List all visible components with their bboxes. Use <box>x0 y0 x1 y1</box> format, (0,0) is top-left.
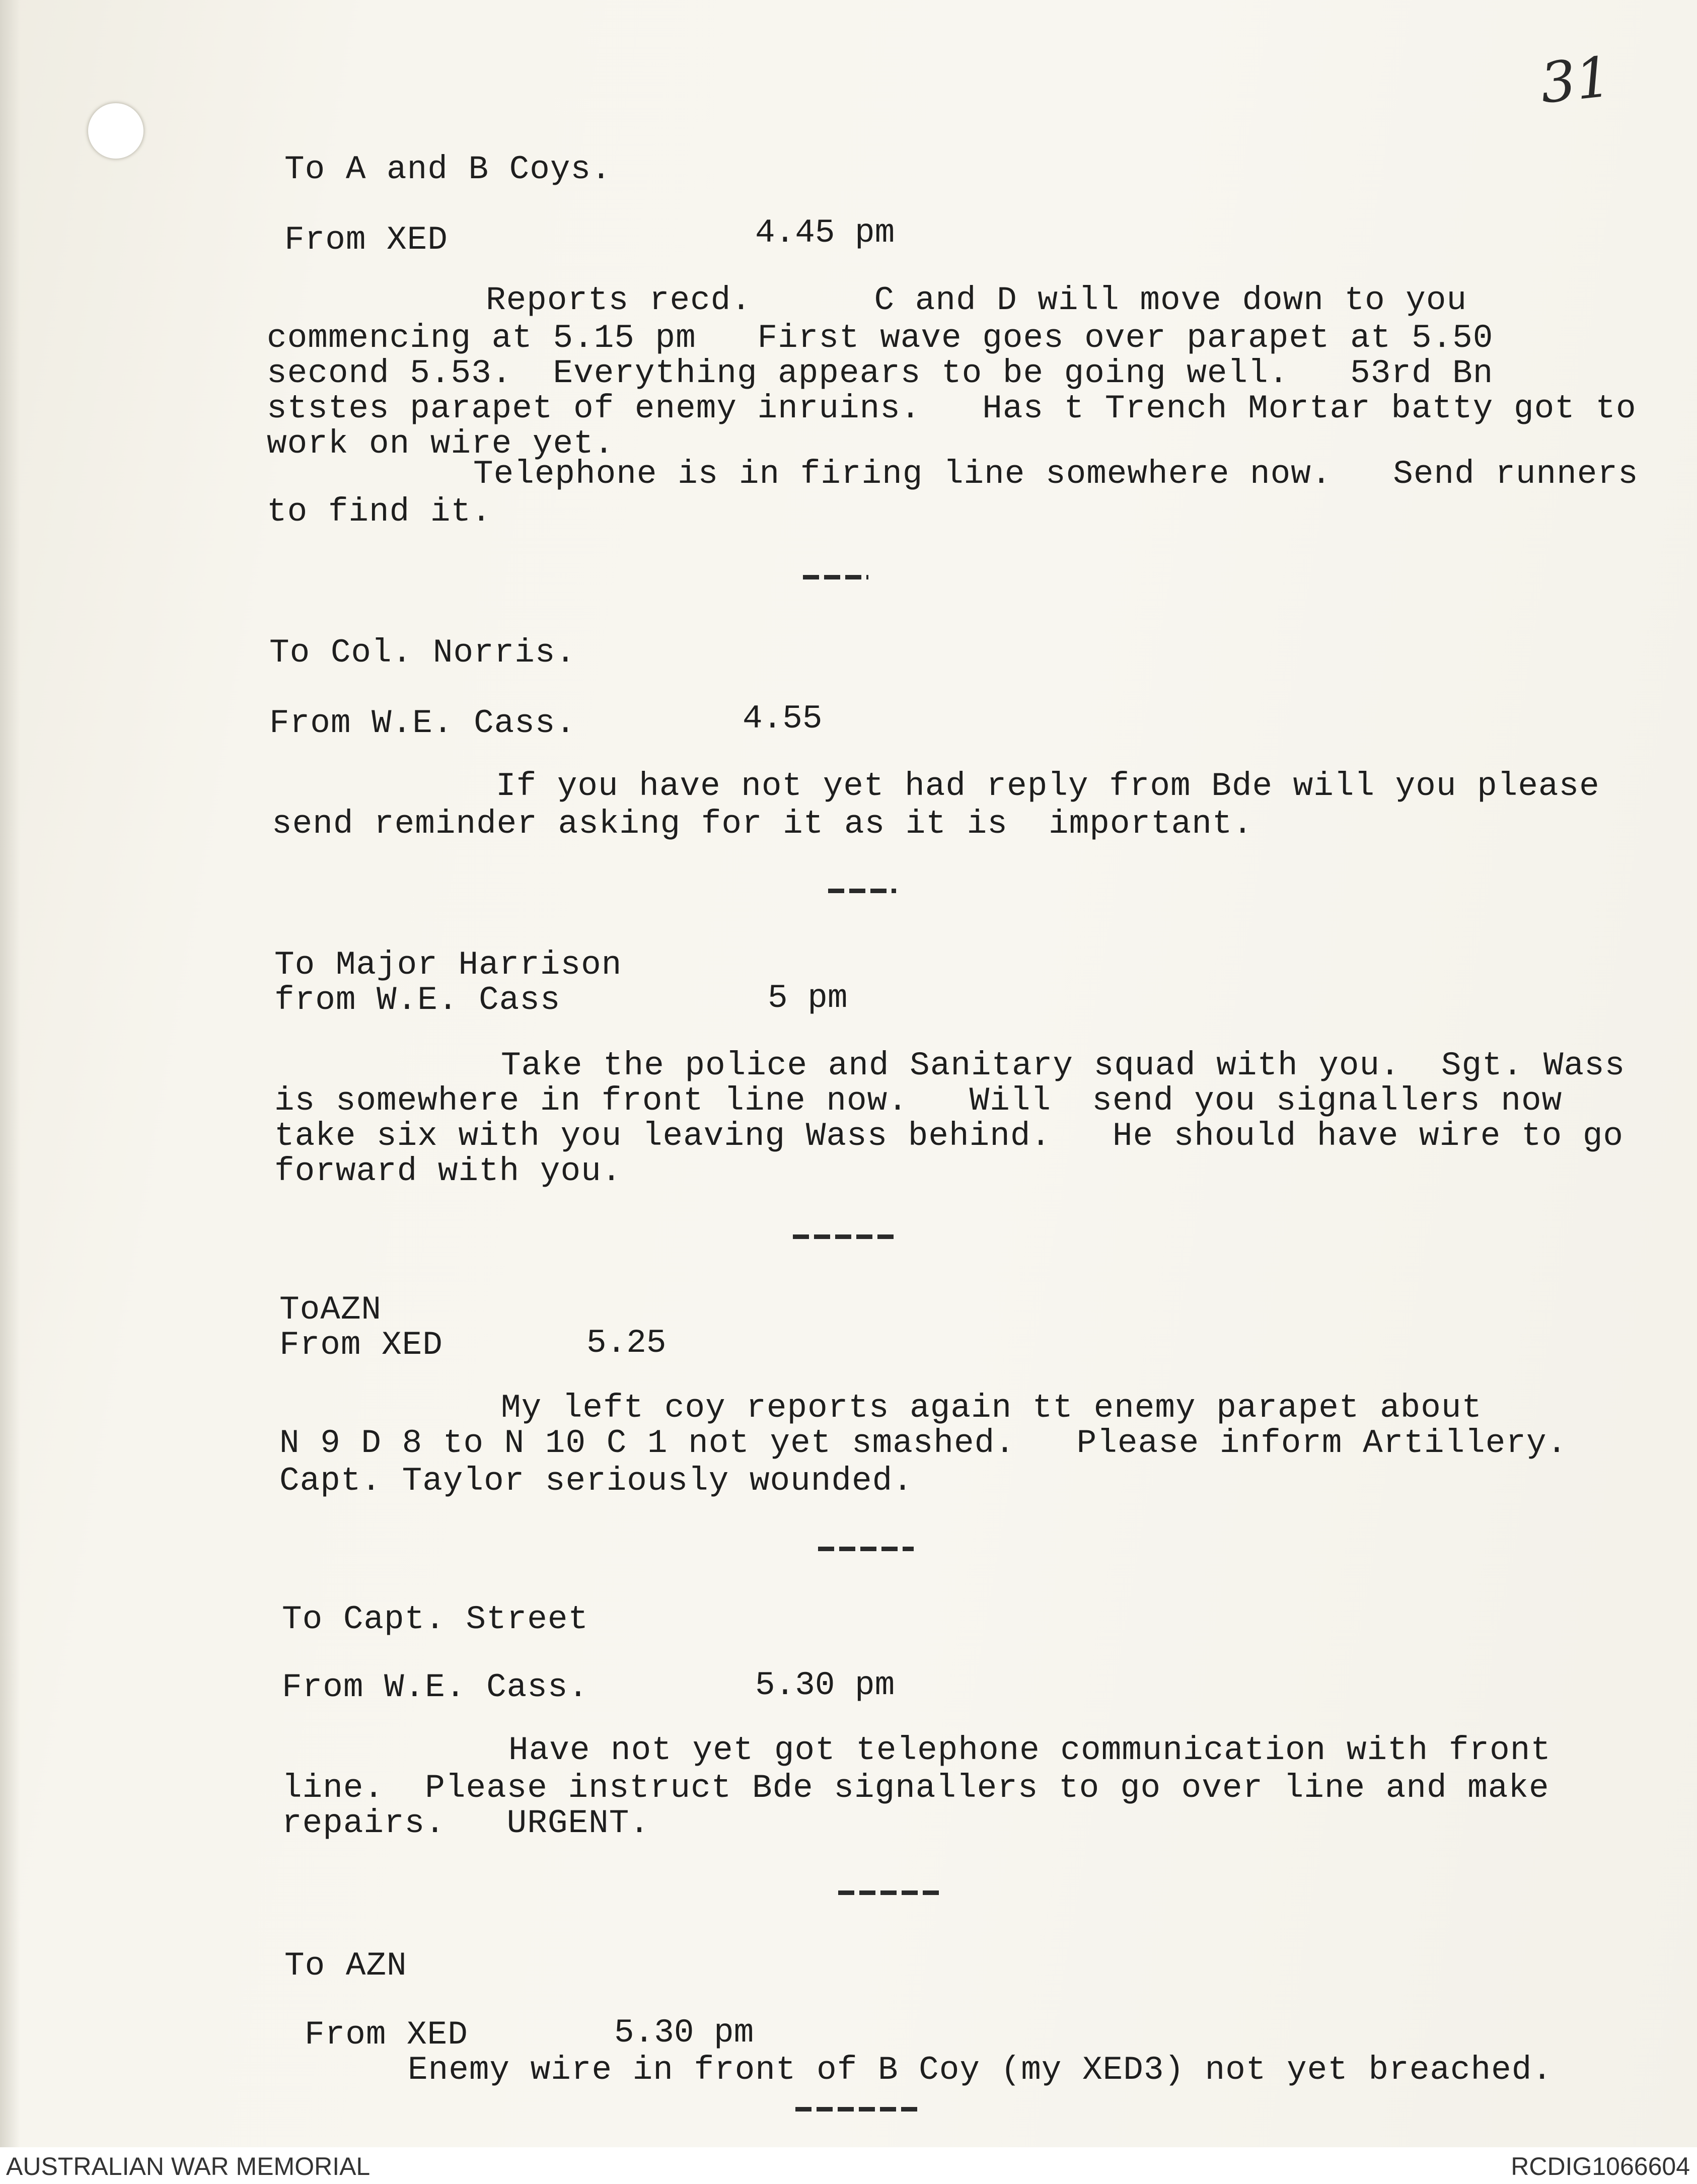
footer-record-id: RCDIG1066604 <box>1511 2152 1690 2180</box>
message-1-body-line: Telephone is in firing line somewhere now. Send runners <box>473 455 1639 493</box>
message-2-body-line: send reminder asking for it as it is important. <box>272 805 1253 843</box>
message-4-from: From XED <box>279 1326 443 1364</box>
footer-archive-name: AUSTRALIAN WAR MEMORIAL <box>6 2152 371 2180</box>
message-3-from: from W.E. Cass <box>274 981 561 1019</box>
message-4-to: ToAZN <box>279 1291 382 1329</box>
separator-rule <box>793 1234 894 1239</box>
message-6-body-line: Enemy wire in front of B Coy (my XED3) not yet breached. <box>408 2051 1553 2089</box>
message-3-body-line: take six with you leaving Wass behind. He should have wire to go <box>274 1117 1624 1155</box>
message-4-body-line: My left coy reports again tt enemy parapet about <box>501 1389 1483 1427</box>
message-2-to: To Col. Norris. <box>269 634 576 672</box>
separator-rule <box>838 1890 939 1895</box>
message-4-time: 5.25 <box>586 1324 667 1362</box>
message-2-body-line: If you have not yet had reply from Bde will you please <box>496 767 1600 805</box>
message-5-body-line: repairs. URGENT. <box>282 1804 650 1842</box>
message-6-to: To AZN <box>284 1947 407 1985</box>
separator-rule <box>803 575 868 579</box>
message-3-time: 5 pm <box>768 979 848 1017</box>
message-3-body-line: forward with you. <box>274 1152 622 1190</box>
message-5-body-line: Have not yet got telephone communication with front <box>508 1731 1551 1769</box>
message-1-body-line: second 5.53. Everything appears to be going well. 53rd Bn <box>267 354 1494 392</box>
message-1-to: To A and B Coys. <box>284 151 612 188</box>
message-5-from: From W.E. Cass. <box>282 1668 589 1706</box>
message-1-body-line: ststes parapet of enemy inruins. Has t Trench Mortar batty got to <box>267 390 1637 427</box>
message-2-time: 4.55 <box>743 700 823 738</box>
message-3-body-line: Take the police and Sanitary squad with you. Sgt. Wass <box>501 1047 1626 1084</box>
message-1-body-line: work on wire yet. <box>267 425 615 463</box>
separator-rule <box>795 2107 919 2112</box>
message-1-body-line: commencing at 5.15 pm First wave goes over parapet at 5.50 <box>267 319 1494 357</box>
message-5-body-line: line. Please instruct Bde signallers to go over line and make <box>282 1769 1550 1807</box>
message-1-body-line: Reports recd. C and D will move down to you <box>486 281 1467 319</box>
message-1-time: 4.45 pm <box>755 214 895 252</box>
message-6-time: 5.30 pm <box>614 2014 754 2052</box>
paper-edge <box>0 0 20 2147</box>
message-1-from: From XED <box>284 221 448 259</box>
message-5-to: To Capt. Street <box>282 1600 589 1638</box>
separator-rule <box>828 889 896 893</box>
page-number: 31 <box>1537 44 1614 116</box>
message-4-body-line: Capt. Taylor seriously wounded. <box>279 1462 913 1500</box>
message-1-body-line: to find it. <box>267 493 492 531</box>
message-3-body-line: is somewhere in front line now. Will send you signallers now <box>274 1082 1563 1120</box>
punch-hole <box>88 103 143 159</box>
message-4-body-line: N 9 D 8 to N 10 C 1 not yet smashed. Please inform Artillery. <box>279 1424 1568 1462</box>
message-5-time: 5.30 pm <box>755 1666 895 1704</box>
message-2-from: From W.E. Cass. <box>269 704 576 742</box>
message-6-from: From XED <box>305 2016 468 2054</box>
message-3-to: To Major Harrison <box>274 946 622 984</box>
separator-rule <box>818 1547 914 1551</box>
